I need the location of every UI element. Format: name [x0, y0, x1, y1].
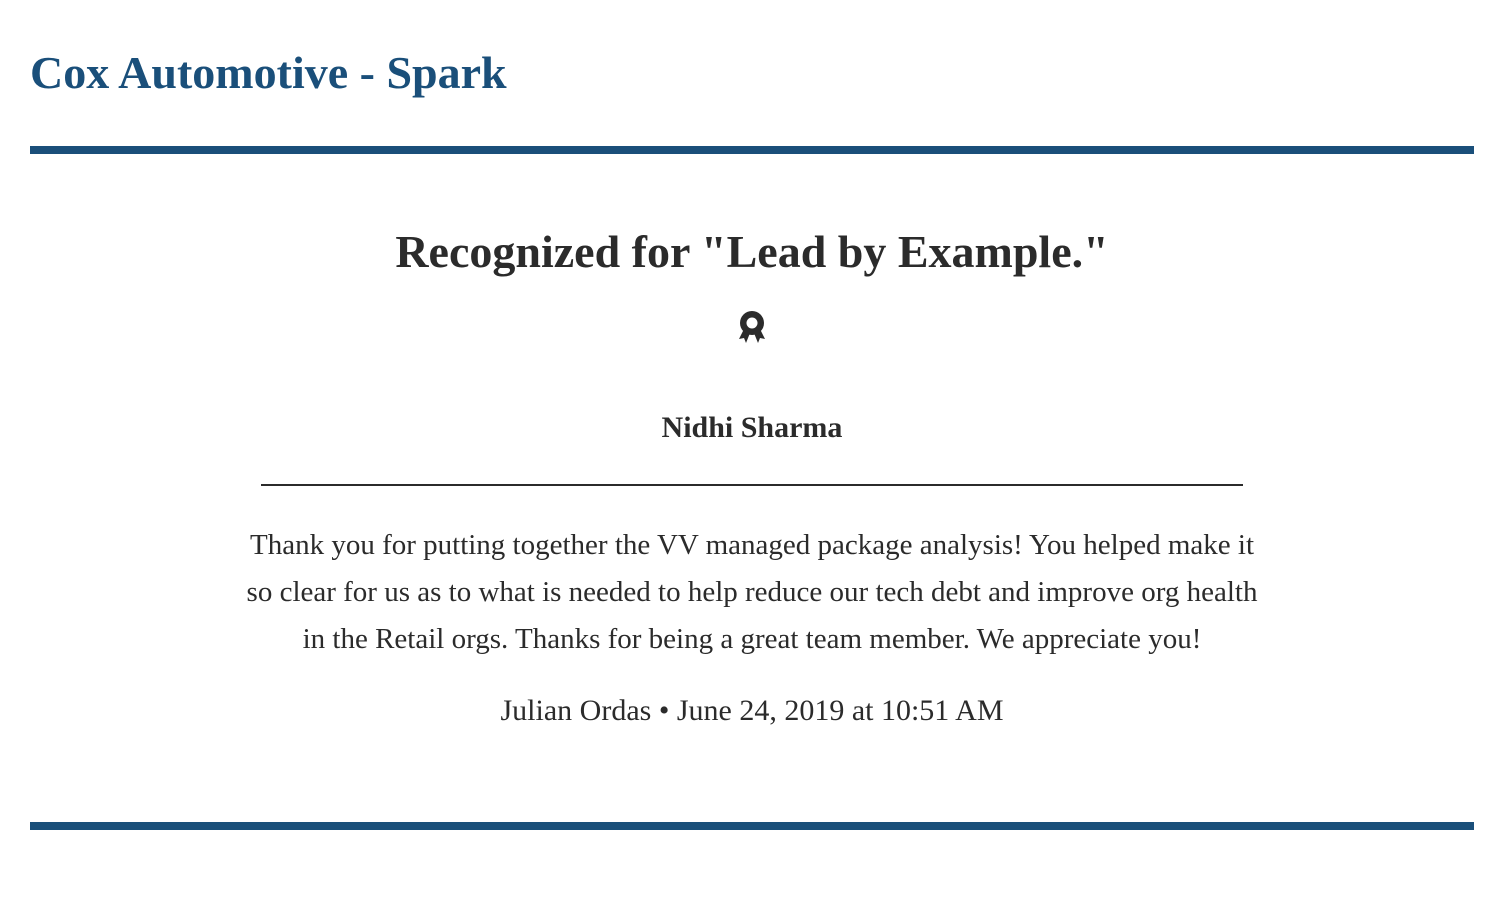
author-name: Julian Ordas — [500, 694, 652, 727]
app-title: Cox Automotive - Spark — [30, 47, 507, 98]
byline-separator: • — [658, 694, 670, 727]
timestamp: June 24, 2019 at 10:51 AM — [676, 694, 1004, 727]
header-divider — [30, 146, 1474, 154]
content-divider — [261, 484, 1243, 486]
byline — [30, 691, 1474, 731]
award-ribbon-icon — [737, 310, 767, 344]
recognition-card — [30, 220, 1474, 731]
recognition-message: Thank you for putting together the VV managed package analysis! You helped make it so clear for us as to what is needed to help reduce our tech debt and improve org health in the Retail orgs. Thanks for being a great team member. We appreciate you! — [246, 529, 1258, 655]
footer-divider — [30, 822, 1474, 830]
recognition-headline: Recognized for "Lead by Example." — [395, 226, 1109, 277]
recipient-name: Nidhi Sharma — [661, 411, 843, 444]
